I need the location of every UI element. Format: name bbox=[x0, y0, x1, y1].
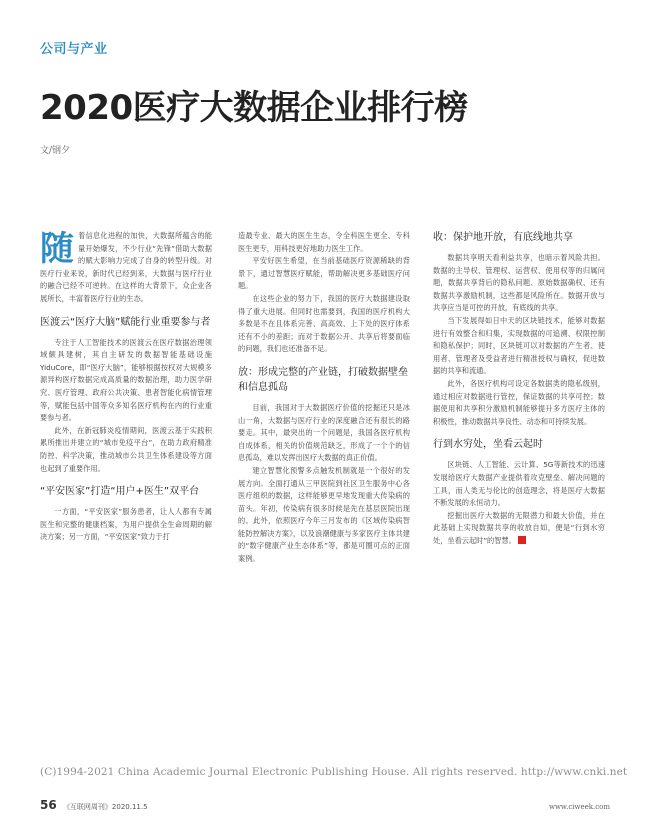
paragraph: 区块链、人工智能、云计算、5G等新技术的迅速发展给医疗大数据产业提供着攻克壁垒、解决问题的工具，而人类无与伦比的创造理念，将是医疗大数据不断发展的永恒动力。 bbox=[433, 460, 605, 508]
paragraph: 平安好医生希望，在当前基础医疗资源稀缺的背景下，通过智慧医疗赋能，帮助解决更多基础医疗问题。 bbox=[238, 256, 410, 291]
page-number: 56 bbox=[40, 798, 57, 812]
subheading-conclusion: 行到水穷处，坐看云起时 bbox=[433, 439, 543, 451]
column-2 bbox=[238, 230, 410, 566]
drop-cap: 随 bbox=[40, 229, 74, 269]
article-title: 2020医疗大数据企业排行榜 bbox=[40, 88, 468, 128]
copyright-watermark: (C)1994-2021 China Academic Journal Electronic Publishing House. All rights reserved. http://www.cnki.net bbox=[40, 766, 628, 778]
journal-info: 《互联网周刊》2020.11.5 bbox=[62, 803, 148, 811]
page-footer bbox=[40, 798, 148, 812]
subheading-fang: 放：形成完整的产业链，打破数据壁垒和信息孤岛 bbox=[238, 366, 408, 393]
subheading-yiduyun: 医渡云“医疗大脑”赋能行业重要参与者 bbox=[40, 316, 211, 328]
final-text: 挖掘出医疗大数据的无限潜力和最大价值，并在此基础上实现数据共享的收放自如，便是“行到水穷处，坐看云起时”的智慧。 bbox=[433, 510, 605, 545]
paragraph: 目前，我国对于大数据医疗价值的挖掘还只是冰山一角，大数据与医疗行业的深度融合还有很长的路要走。其中，最突出的一个问题是，我国各医疗机构自成体系，相关的价值规范缺乏，形成了一个个的信息孤岛，难以发挥出医疗大数据的真正价值。 bbox=[238, 402, 410, 463]
column-3 bbox=[433, 230, 605, 547]
paragraph: 一方面，“平安医家”服务患者，让人人都有专属医生和完整的健康档案，为用户提供全生命周期的解决方案；另一方面，“平安医家”致力于打 bbox=[40, 507, 212, 542]
section-tag: 公司与产业 bbox=[40, 42, 108, 57]
end-mark-icon bbox=[518, 536, 526, 544]
paragraph: 在这些企业的努力下，我国的医疗大数据建设取得了重大进展。但同时也需要到，我国的医疗机构大多数是不在且体系完善、高高效、上下处的医疗体系还有不小的差距；而对于数据公开、共享后将要面临的问题，我们也还准备不足。 bbox=[238, 293, 410, 354]
subheading-pingan: “平安医家”打造“用户+医生”双平台 bbox=[40, 486, 200, 498]
subheading-shou: 收：保护地开放，有底线地共享 bbox=[433, 232, 573, 243]
author-byline: 文/钢夕 bbox=[40, 146, 71, 156]
paragraph: 此外，在新冠肺炎疫情期间，医渡云基于实践积累所推出并建立的“城市免疫平台”，在助力政府精准防控、科学决策，推动城市公共卫生体系建设等方面也起到了重要作用。 bbox=[40, 425, 212, 473]
paragraph: 造最专业、最大的医生生态，令全科医生更全、专科医生更专，用科技更好地助力医生工作。 bbox=[238, 231, 410, 253]
intro-text: 着信息化进程的加快，大数据所蕴含的能量开始爆发，不少行业“先锋”借助大数据的赋大影响力完成了自身的转型升级。对医疗行业来说，新时代已经到来，大数据与医疗行业的融合已经不可逆转。在这样的大背景下，众企业各展所长，丰富着医疗行业的生态。 bbox=[40, 231, 212, 303]
paragraph: 专注于人工智能技术的医渡云在医疗数据治理领域颇具建树，其自主研发的数据智能基础设施YiduCore，即“医疗大脑”，能够根据按权对大规模多源异构医疗数据完成高质量的数据治理，助力医学研究、医疗管理、政府公共决策、患者智能化病情管理等，赋能包括中国等众多知名医疗机构在内的行业重要参与者。 bbox=[40, 337, 212, 423]
paragraph: 数据共享明天看利益共享，也暗示着风险共担。数据的主导权、管理权、运营权、使用权等的归属问题，数据共享背后的隐私问题、原始数据确权、还有数据共享激励机制，这些都是风险所在。数据开放与共享应当是可控的开放，有底线的共享。 bbox=[433, 253, 605, 313]
paragraph: 此外，各医疗机构可设定各数据类的隐私级别，通过相应对数据进行管控，保证数据的共享可控；数据使用和共享积分激励机制能够提升多方医疗主体的积极性，推动数据共享良性、动态和可持续发展。 bbox=[433, 378, 605, 426]
intro-paragraph bbox=[40, 230, 212, 306]
paragraph bbox=[433, 510, 605, 548]
paragraph: 当下发展得如日中天的区块链技术，能够对数据进行有效整合和归集，实现数据的可追溯、权限控制和隐私保护；同时，区块链可以对数据的产生者、使用者、管理者及受益者进行精准授权与确权，促进数据的共享和流通。 bbox=[433, 315, 605, 376]
website-url: www.ciweek.com bbox=[548, 803, 610, 811]
paragraph: 建立智慧化预警多点触发机制就是一个很好的发展方向。全面打通从三甲医院到社区卫生服务中心各医疗组织的数据，这样能够更早地发现重大传染病的苗头。年初，传染病有很多时候是先在基层医院出现的。此外，依照医疗今年三月发布的《区域传染病智能防控解决方案》，以及浪潮健康与多家医疗主体共建的“数字健康产业生态体系”等，都是可圈可点的正面案例。 bbox=[238, 465, 410, 564]
column-1 bbox=[40, 230, 212, 544]
